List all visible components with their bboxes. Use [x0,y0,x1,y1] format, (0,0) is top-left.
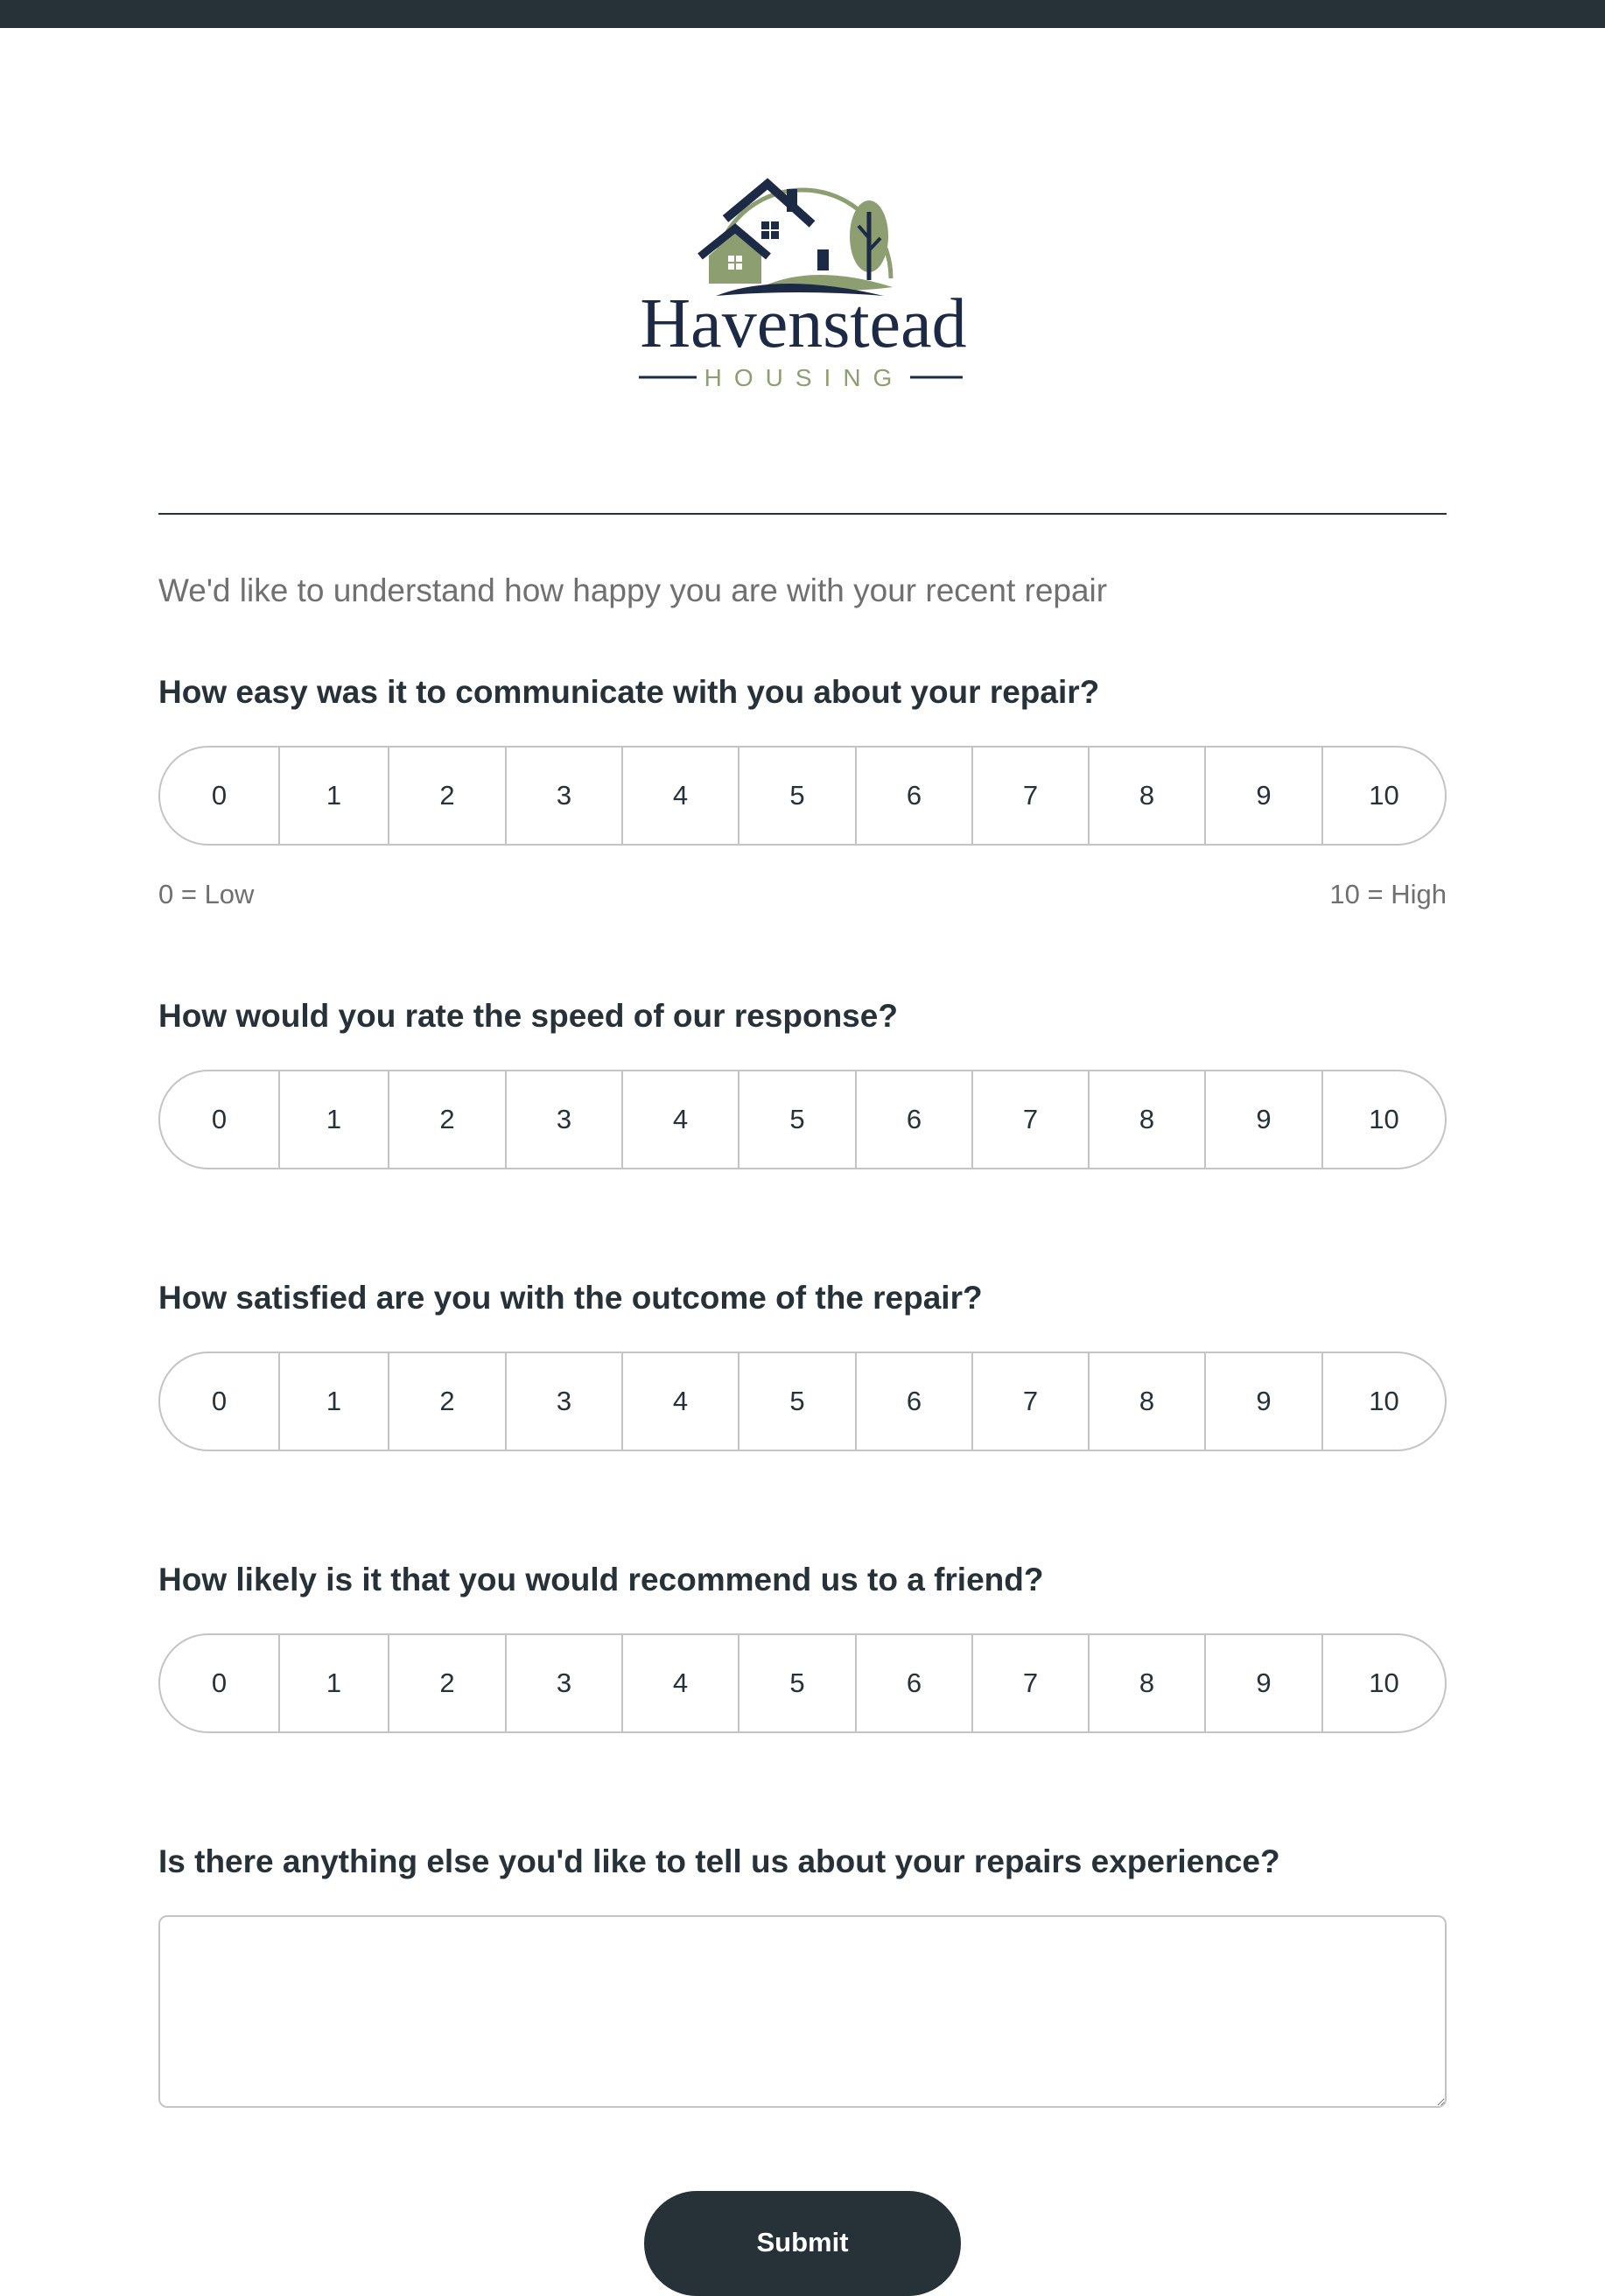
rating-option-9[interactable]: 9 [1204,1353,1321,1450]
rating-option-7[interactable]: 7 [971,1071,1088,1168]
rating-option-5[interactable]: 5 [738,1635,855,1731]
question-communication: How easy was it to communicate with you about your repair? [158,674,1100,710]
rating-option-3[interactable]: 3 [505,1635,621,1731]
rating-option-9[interactable]: 9 [1204,748,1321,844]
rating-option-1[interactable]: 1 [278,1071,388,1168]
rating-scale-outcome-satisfaction [158,1352,1447,1451]
rating-option-1[interactable]: 1 [278,1353,388,1450]
question-response-speed: How would you rate the speed of our response? [158,998,898,1034]
rating-option-0[interactable]: 0 [211,1104,228,1134]
rating-option-3[interactable]: 3 [505,1071,621,1168]
rating-option-2[interactable]: 2 [388,1635,505,1731]
rating-option-8[interactable]: 8 [1088,748,1204,844]
rating-option-9[interactable]: 9 [1204,1071,1321,1168]
top-bar [0,0,1605,28]
rating-scale-response-speed [158,1070,1447,1169]
rating-option-3[interactable]: 3 [505,748,621,844]
rating-option-7[interactable]: 7 [971,748,1088,844]
submit-button[interactable]: Submit [644,2191,961,2296]
brand-name: Havenstead [640,285,967,362]
header-divider [158,513,1447,515]
rating-option-3[interactable]: 3 [505,1353,621,1450]
rating-option-6[interactable]: 6 [855,748,971,844]
rating-option-4[interactable]: 4 [621,1635,738,1731]
rating-option-8[interactable]: 8 [1088,1071,1204,1168]
brand-tagline: HOUSING [704,364,905,391]
rating-option-10[interactable]: 10 [1321,1353,1445,1450]
rating-option-8[interactable]: 8 [1088,1353,1204,1450]
survey-intro: We'd like to understand how happy you are with your recent repair [158,572,1108,608]
rating-option-2[interactable]: 2 [388,1071,505,1168]
rating-scale-communication [158,746,1447,846]
rating-option-10[interactable]: 10 [1321,1071,1445,1168]
scale-hint-low: 0 = Low [158,879,255,909]
rating-scale-recommend [158,1633,1447,1733]
rating-option-5[interactable]: 5 [738,1353,855,1450]
rating-option-0[interactable]: 0 [211,1668,228,1698]
havenstead-logo [630,140,980,396]
rating-option-1[interactable]: 1 [278,1635,388,1731]
rating-option-10[interactable]: 10 [1321,748,1445,844]
rating-option-7[interactable]: 7 [971,1635,1088,1731]
rating-option-0[interactable]: 0 [211,1386,228,1416]
rating-option-5[interactable]: 5 [738,748,855,844]
rating-option-1[interactable]: 1 [278,748,388,844]
question-outcome-satisfaction: How satisfied are you with the outcome of the repair? [158,1280,983,1316]
rating-option-8[interactable]: 8 [1088,1635,1204,1731]
scale-hint-high: 10 = High [1329,879,1447,909]
rating-option-4[interactable]: 4 [621,1353,738,1450]
rating-option-6[interactable]: 6 [855,1071,971,1168]
rating-option-2[interactable]: 2 [388,1353,505,1450]
rating-option-6[interactable]: 6 [855,1635,971,1731]
rating-option-6[interactable]: 6 [855,1353,971,1450]
rating-option-5[interactable]: 5 [738,1071,855,1168]
rating-option-2[interactable]: 2 [388,748,505,844]
rating-option-4[interactable]: 4 [621,1071,738,1168]
comments-textarea[interactable] [158,1915,1447,2108]
rating-option-4[interactable]: 4 [621,748,738,844]
rating-option-7[interactable]: 7 [971,1353,1088,1450]
rating-option-10[interactable]: 10 [1321,1635,1445,1731]
rating-option-9[interactable]: 9 [1204,1635,1321,1731]
rating-option-0[interactable]: 0 [211,780,228,811]
question-additional-comments: Is there anything else you'd like to tell us about your repairs experience? [158,1843,1280,1879]
question-recommend: How likely is it that you would recommend us to a friend? [158,1562,1044,1597]
